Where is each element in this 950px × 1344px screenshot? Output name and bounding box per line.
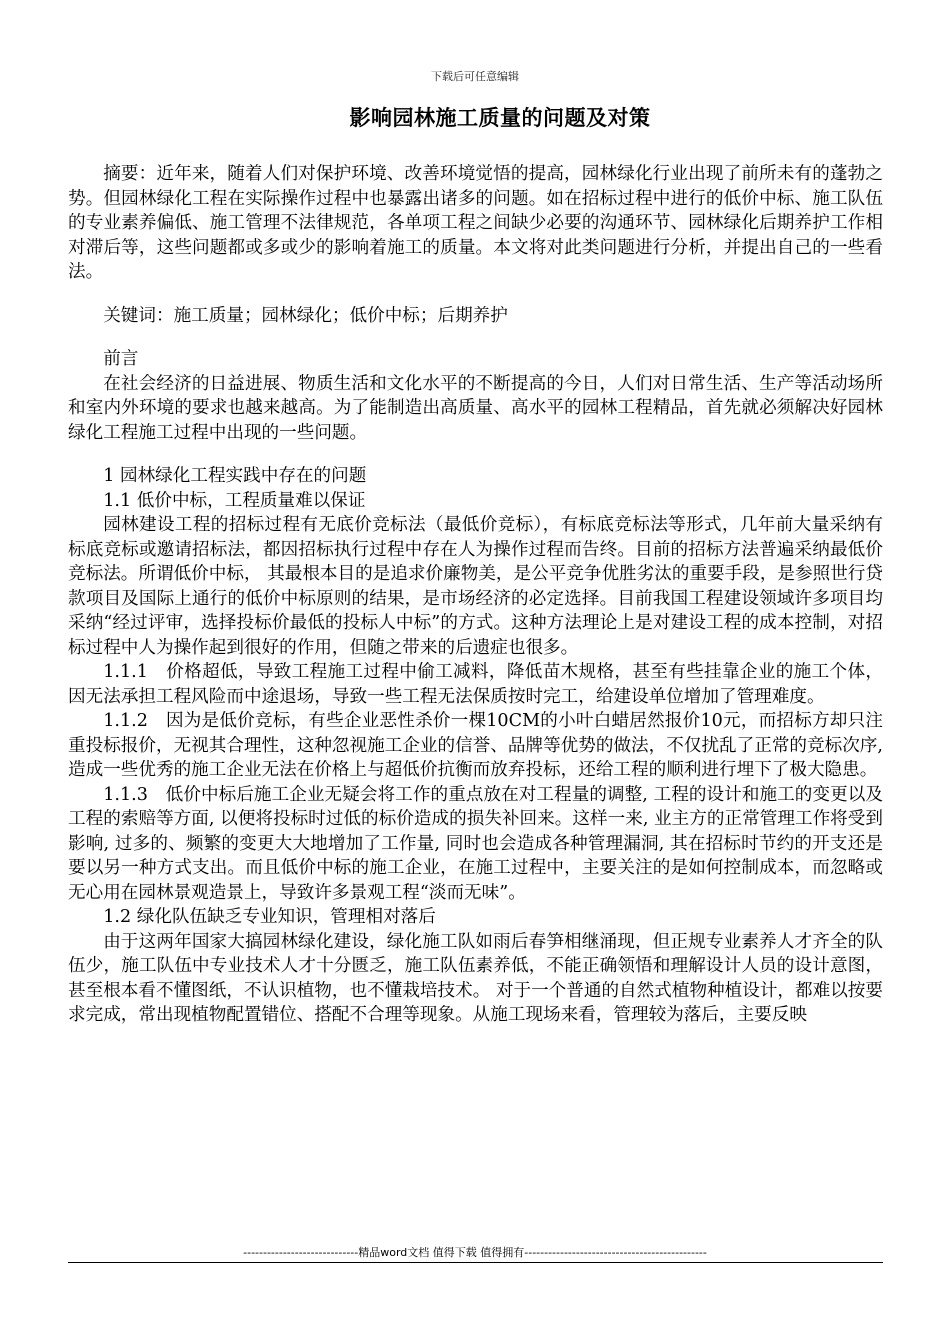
preface-paragraph: 在社会经济的日益进展、物质生活和文化水平的不断提高的今日，人们对日常生活、生产等活动场所和室内外环境的要求也越来越高。为了能制造出高质量、高水平的园林工程精品，首先就必须解决好园林绿化工程施工过程中出现的一些问题。 — [68, 373, 883, 443]
section-1-1-2-paragraph: 1.1.2 因为是低价竞标，有些企业恶性杀价一棵10CM的小叶白蜡居然报价10元，而招标方却只注重投标报价，无视其合理性，这种忽视施工企业的信誉、品牌等优势的做法，不仅扰乱了正常的竞标次序,造成一些优秀的施工企业无法在价格上与超低价抗衡而放弃投标，还给工程的顺利进行埋下了极大隐患。 — [68, 711, 883, 780]
abstract-paragraph: 摘要：近年来，随着人们对保护环境、改善环境觉悟的提高，园林绿化行业出现了前所未有的蓬勃之势。但园林绿化工程在实际操作过程中也暴露出诸多的问题。如在招标过程中进行的低价中标、施工队伍的专业素养偏低、施工管理不法律规范，各单项工程之间缺少必要的沟通环节、园林绿化后期养护工作相对滞后等，这些问题都或多或少的影响着施工的质量。本文将对此类问题进行分析，并提出自己的一些看法。 — [68, 164, 883, 282]
section-1-2-paragraph: 由于这两年国家大搞园林绿化建设，绿化施工队如雨后春笋相继涌现，但正规专业素养人才齐全的队伍少，施工队伍中专业技术人才十分匮乏，施工队伍素养低，不能正确领悟和理解设计人员的设计意图，甚至根本看不懂图纸，不认识植物，也不懂栽培技术。 对于一个普通的自然式植物种植设计，都难以按要求完成，常出现植物配置错位、搭配不合理等现象。从施工现场来看，管理较为落后，主要反映 — [68, 931, 883, 1025]
section-1-2-heading: 1.2 绿化队伍缺乏专业知识，管理相对落后 — [103, 907, 436, 927]
section-1-1-1-paragraph: 1.1.1 价格超低，导致工程施工过程中偷工减料，降低苗木规格，甚至有些挂靠企业的施工个体，因无法承担工程风险而中途退场，导致一些工程无法保质按时完工，给建设单位增加了管理难度。 — [68, 662, 883, 707]
section-1-heading: 1 园林绿化工程实践中存在的问题 — [103, 466, 367, 486]
section-1-1-heading: 1.1 低价中标，工程质量难以保证 — [103, 490, 366, 511]
footer-divider — [68, 1262, 883, 1263]
preface-heading: 前言 — [103, 349, 139, 369]
document-title: 影响园林施工质量的问题及对策 — [349, 105, 651, 130]
section-1-1-paragraph: 园林建设工程的招标过程有无底价竞标法（最低价竞标），有标底竞标法等形式，几年前大量采纳有标底竞标或邀请招标法，都因招标执行过程中存在人为操作过程而告终。目前的招标方法普遍采纳最低价竞标法。所谓低价中标， 其最根本目的是追求价廉物美，是公平竞争优胜劣汰的重要手段，是参照世行贷款项目及国际上通行的低价中标原则的结果，是市场经济的必定选择。目前我国工程建设领域许多项目均采纳“经过评审，选择投标价最低的投标人中标”的方式。这种方法理论上是对建设工程的成本控制，对招标过程中人为操作起到很好的作用，但随之带来的后遗症也很多。 — [68, 515, 883, 658]
header-note: 下载后可任意编辑 — [431, 70, 519, 83]
keywords-paragraph: 关键词：施工质量；园林绿化；低价中标；后期养护 — [103, 305, 508, 326]
footer-note: -----------------------------精品word文档 值得下载 值得拥有---------------------------------------------- — [243, 1246, 707, 1259]
document-body — [68, 162, 883, 1028]
section-1-1-3-paragraph: 1.1.3 低价中标后施工企业无疑会将工作的重点放在对工程量的调整, 工程的设计和施工的变更以及工程的索赔等方面, 以便将投标时过低的标价造成的损失补回来。这样一来, 业主方的正常管理工作将受到影响, 过多的、频繁的变更大大地增加了工作量, 同时也会造成各种管理漏洞, 其在招标时节约的开支还是要以另一种方式支出。而且低价中标的施工企业，在施工过程中，主要关注的是如何控制成本，而忽略或无心用在园林景观造景上，导致许多景观工程“淡而无味”。 — [68, 784, 883, 903]
